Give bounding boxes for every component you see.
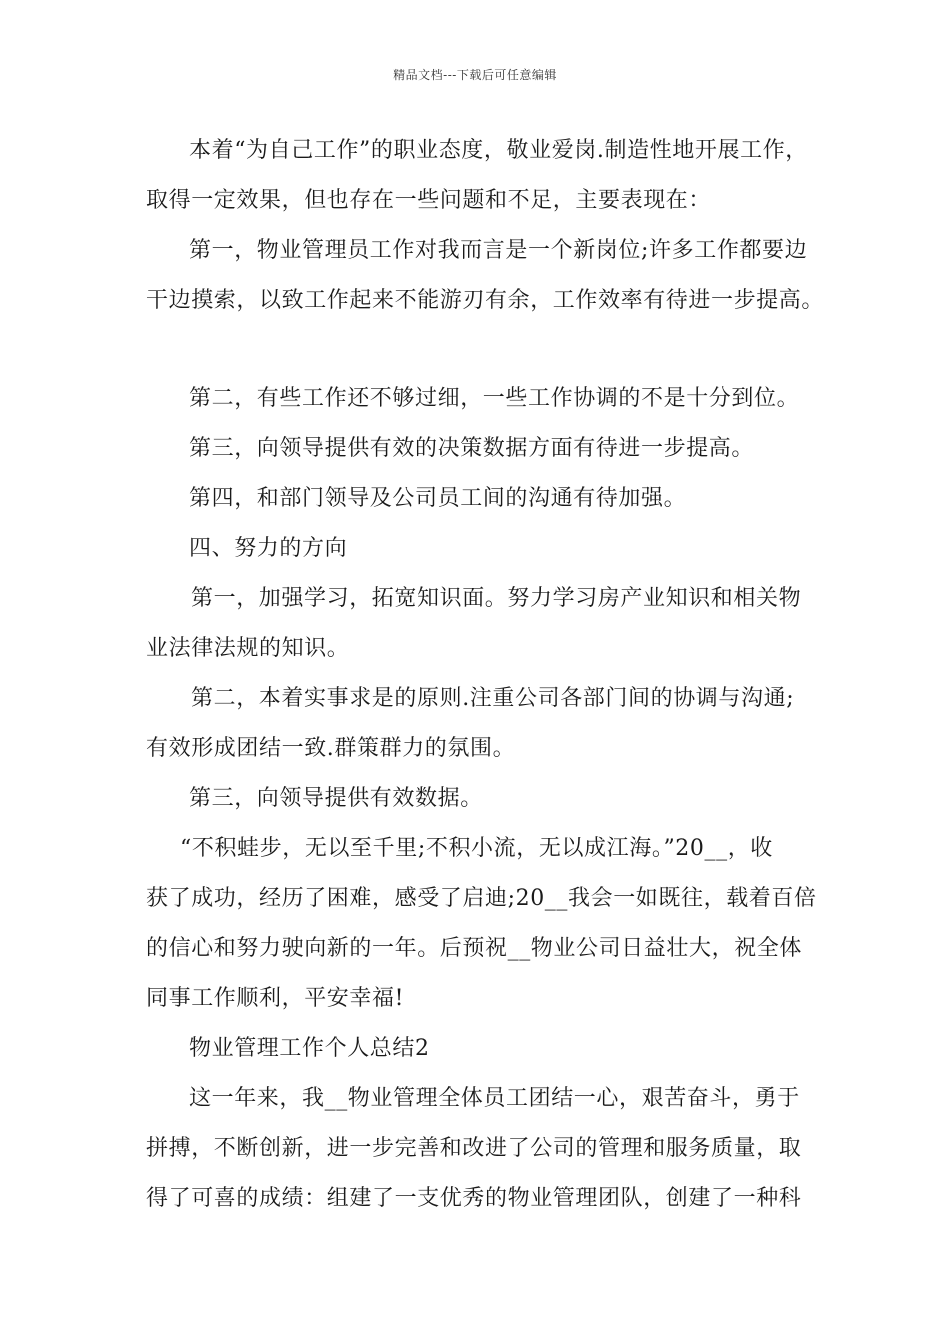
paragraph-line: 第一，物业管理员工作对我而言是一个新岗位;许多工作都要边 xyxy=(189,238,808,263)
paragraph-line: 这一年来，我__物业管理全体员工团结一心，艰苦奋斗，勇于 xyxy=(189,1086,800,1111)
paragraph-line: 业法律法规的知识。 xyxy=(146,636,350,661)
page-header: 精品文档---下载后可任意编辑 xyxy=(393,68,557,82)
paragraph-line: 第三，向领导提供有效数据。 xyxy=(189,786,483,811)
paragraph-line: 第四，和部门领导及公司员工间的沟通有待加强。 xyxy=(189,486,687,511)
paragraph-line: “不积蛙步，无以至千里;不积小流，无以成江海。”20__，收 xyxy=(180,836,773,861)
paragraph-line: 取得一定效果，但也存在一些问题和不足，主要表现在： xyxy=(146,188,712,213)
paragraph-line: 同事工作顺利，平安幸福! xyxy=(146,986,405,1011)
paragraph-line: 第一，加强学习，拓宽知识面。努力学习房产业知识和相关物 xyxy=(191,586,802,611)
paragraph-line: 拼搏，不断创新，进一步完善和改进了公司的管理和服务质量，取 xyxy=(146,1136,802,1161)
paragraph-line: 获了成功，经历了困难，感受了启迪;20__我会一如既往，载着百倍 xyxy=(146,886,817,911)
paragraph-line: 干边摸索，以致工作起来不能游刃有余，工作效率有待进一步提高。 xyxy=(146,288,825,313)
paragraph-line: 有效形成团结一致.群策群力的氛围。 xyxy=(146,736,516,761)
paragraph-line: 本着“为自己工作”的职业态度，敬业爱岗.制造性地开展工作， xyxy=(189,138,808,163)
paragraph-line: 第二，有些工作还不够过细，一些工作协调的不是十分到位。 xyxy=(189,386,800,411)
section-title: 物业管理工作个人总结2 xyxy=(189,1036,430,1061)
paragraph-line: 第二，本着实事求是的原则.注重公司各部门间的协调与沟通; xyxy=(191,686,795,711)
paragraph-line: 的信心和努力驶向新的一年。后预祝__物业公司日益壮大，祝全体 xyxy=(146,936,803,961)
paragraph-line: 得了可喜的成绩：组建了一支优秀的物业管理团队，创建了一种科 xyxy=(146,1186,802,1211)
paragraph-line: 第三，向领导提供有效的决策数据方面有待进一步提高。 xyxy=(189,436,755,461)
section-heading: 四、努力的方向 xyxy=(189,536,348,561)
